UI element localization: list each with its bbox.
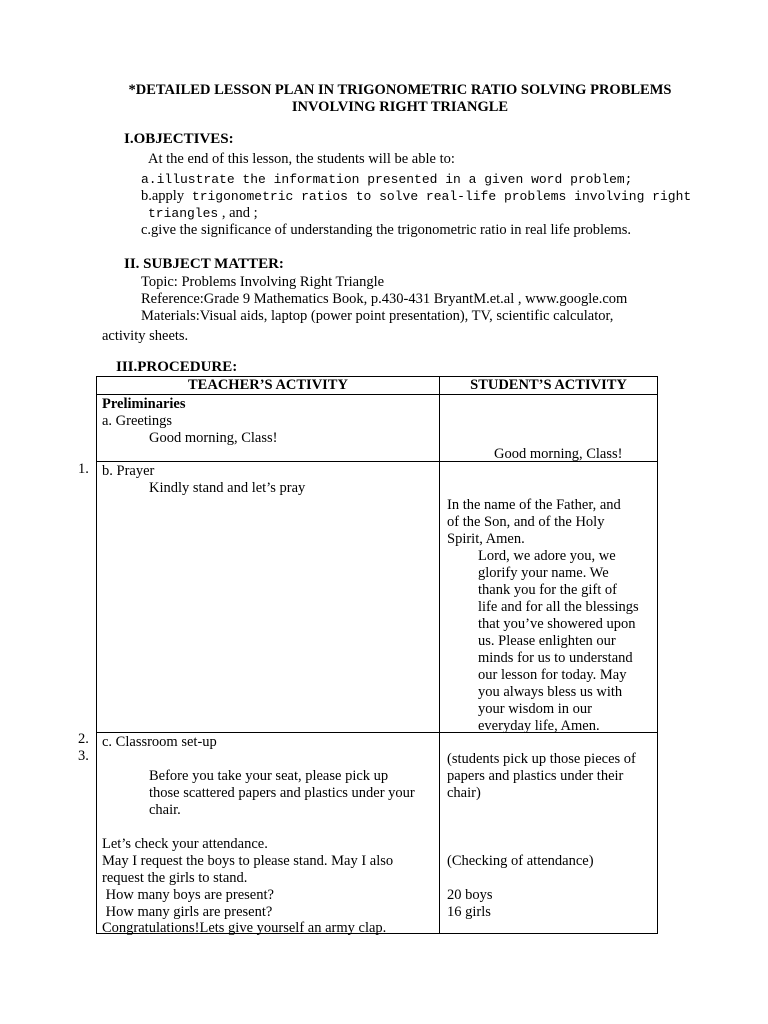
checking-attendance: (Checking of attendance) [447, 853, 594, 869]
procedure-table [96, 376, 658, 934]
prayer-line: glorify your name. We [478, 565, 609, 581]
prayer-line: that you’ve showered upon [478, 616, 636, 632]
table-header-row [97, 377, 658, 395]
row-number-1: 1. [78, 461, 89, 477]
objective-b-line2-rest: , and ; [218, 205, 258, 221]
objective-b-prefix: b.apply [141, 188, 185, 204]
teacher-setup-line-1: Before you take your seat, please pick up [149, 768, 389, 784]
row-number-3: 3. [78, 748, 89, 764]
objective-b [141, 188, 691, 205]
subject-matter-heading: II. SUBJECT MATTER: [124, 256, 284, 272]
prayer-label: b. Prayer [102, 463, 155, 479]
request-line-1: May I request the boys to please stand. May I also [102, 853, 394, 869]
document-title-line-1: *DETAILED LESSON PLAN IN TRIGONOMETRIC RATIO SOLVING PROBLEMS [128, 82, 672, 98]
teacher-cell-greetings [97, 395, 440, 462]
subject-materials: Materials:Visual aids, laptop (power point presentation), TV, scientific calculator, [141, 308, 614, 324]
subject-materials-cont: activity sheets. [102, 328, 189, 344]
prayer-line: everyday life, Amen. [478, 718, 600, 734]
teacher-setup-line-2: those scattered papers and plastics under your [149, 785, 415, 801]
prayer-line: life and for all the blessings [478, 599, 639, 615]
request-line-2: request the girls to stand. [102, 870, 248, 886]
objectives-intro: At the end of this lesson, the students will be able to: [148, 151, 455, 167]
student-activity-header: STUDENT’S ACTIVITY [440, 377, 658, 395]
row-number-2: 2. [78, 731, 89, 747]
student-prayer-intro-3: Spirit, Amen. [447, 531, 525, 547]
table-row [97, 462, 658, 733]
objective-b-line2-mono: triangles [148, 206, 219, 221]
student-greeting: Good morning, Class! [494, 446, 623, 462]
student-cell-setup [440, 733, 658, 934]
prayer-line: our lesson for today. May [478, 667, 627, 683]
teacher-cell-prayer [97, 462, 440, 733]
table-row [97, 395, 658, 462]
boys-count: 20 boys [447, 887, 493, 903]
student-setup-line-3: chair) [447, 785, 481, 801]
student-cell-prayer [440, 462, 658, 733]
greetings-label: a. Greetings [102, 413, 173, 429]
document-title-line-2: INVOLVING RIGHT TRIANGLE [291, 99, 509, 115]
table-row [97, 733, 658, 934]
teacher-setup-line-3: chair. [149, 802, 181, 818]
prayer-line: your wisdom in our [478, 701, 592, 717]
student-prayer-intro-2: of the Son, and of the Holy [447, 514, 605, 530]
classroom-setup-label: c. Classroom set-up [102, 734, 217, 750]
procedure-heading: III.PROCEDURE: [116, 359, 238, 375]
teacher-cell-setup [97, 733, 440, 934]
student-cell-greetings [440, 395, 658, 462]
congratulations-line: Congratulations!Lets give yourself an army clap. [102, 920, 387, 936]
prayer-line: you always bless us with [478, 684, 623, 700]
subject-topic: Topic: Problems Involving Right Triangle [141, 274, 385, 290]
objective-a: a.illustrate the information presented in a given word problem; [141, 172, 633, 187]
teacher-activity-header: TEACHER’S ACTIVITY [97, 377, 440, 395]
objective-b-text: trigonometric ratios to solve real-life problems involving right [184, 189, 692, 204]
girls-question: How many girls are present? [102, 904, 273, 920]
prayer-line: thank you for the gift of [478, 582, 617, 598]
objectives-heading: I.OBJECTIVES: [124, 131, 234, 147]
subject-reference: Reference:Grade 9 Mathematics Book, p.430-431 BryantM.et.al , www.google.com [141, 291, 628, 307]
boys-question: How many boys are present? [102, 887, 274, 903]
objective-c: c.give the significance of understanding the trigonometric ratio in real life problems. [141, 222, 632, 238]
objective-b-line2 [148, 205, 258, 222]
preliminaries-label: Preliminaries [102, 396, 186, 412]
prayer-line: Lord, we adore you, we [478, 548, 616, 564]
prayer-line: us. Please enlighten our [478, 633, 616, 649]
teacher-prayer-instruction: Kindly stand and let’s pray [149, 480, 306, 496]
student-setup-line-2: papers and plastics under their [447, 768, 624, 784]
attendance-line: Let’s check your attendance. [102, 836, 268, 852]
student-prayer-intro-1: In the name of the Father, and [447, 497, 621, 513]
teacher-greeting: Good morning, Class! [149, 430, 278, 446]
girls-count: 16 girls [447, 904, 491, 920]
prayer-line: minds for us to understand [478, 650, 633, 666]
student-setup-line-1: (students pick up those pieces of [447, 751, 636, 767]
